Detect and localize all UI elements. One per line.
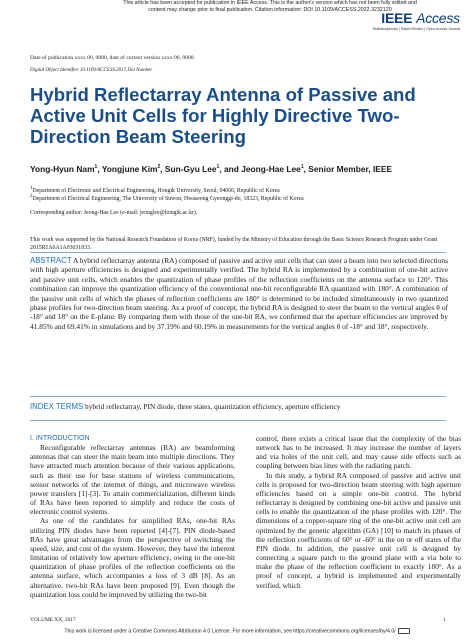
publication-dates: Date of publication xxxx 00, 0000, date of current version xxxx 00, 0000. (30, 55, 195, 61)
author-1-sup: 1 (94, 164, 98, 170)
logo-tagline: Multidisciplinary | Rapid Review | Open Access Journal (372, 27, 460, 31)
intro-paragraph-4: In this study, a hybrid RA composed of passive and active unit cells is proposed for two-direction beam steering with high aperture efficiencies based on a simple one-bit control. The hybrid reflectarray is designed by combining one-bit active and passive unit cells to enable the quantization of the phase profiles with 120°. The dimensions of a copper-square ring of the one-bit active unit cell are optimized by the genetic algorithm (GA) [10] to match its phases of the reflection coefficients of 60° or -60° in the on or off states of the PIN diode. In addition, the passive unit cell is designed by connecting a square patch to the ground plane with a via hole to make the phase of the reflection coefficient to exactly 180°. As a proof of concept, a hybrid is implemented and experimentally verified, which (256, 470, 461, 590)
author-3: , Sun-Gyu Lee (160, 163, 217, 174)
notice-line-2: content may change prior to final publication. Citation information: DOI 10.1109/ACCESS.2022.3232120 (148, 7, 392, 13)
author-2-sup: 2 (157, 164, 161, 170)
intro-paragraph-3: control, there exists a critical issue that the complexity of the bias network has to be increased. It may increase the number of layers and via holes of the unit cell, and may cause side effects such as coupling between bias lines with the radiating patch. (256, 434, 461, 471)
affiliation-2-text: Department of Electrical Engineering, The University of Suwon, Hwaseong Gyeonggi-do, 18323, Republic of Korea (32, 195, 304, 202)
affiliation-1-sup: 1 (30, 186, 33, 191)
affiliation-1-text: Department of Electronic and Electrical Engineering, Hongik University, Seoul, 04066, Republic of Korea (32, 187, 280, 194)
abstract-text: A hybrid reflectarray antenna (RA) composed of passive and active unit cells that can steer a beam into two selected directions with high aperture efficiencies is designed and experimentally verified. The hybrid RA is implemented by a combination of one-bit active and passive unit cells, which enables the quantization of phase profiles of the reflection coefficients on the antenna surface to 120°. This combination can improve the quantization efficiency of the conventional one-bit reconfigurable RA quantized with 180°. A combination of the passive unit cells of which the phases of reflection coefficients are 180° is determined to be included simultaneously in two quantized phase profiles for two-direction beam steering. As a proof of concept, the hybrid RA is designed to steer the beam to the vertical angles θ of -18° and 18° on the E-plane. By comparing them with those of the one-bit RA, we confirmed that the aperture efficiencies are improved by 41.85% and 69.41% in simulations and by 37.19% and 60.19% in measurements for the vertical angles θ of -18° and 18°, respectively. (30, 256, 448, 331)
author-3-sup: 1 (216, 164, 220, 170)
affiliation-2-sup: 2 (30, 194, 33, 199)
intro-paragraph-1: Reconfigurable reflectarray antennas (RA) are beamforming antennas that can steer the main beam into multiple directions. They have attracted much attention because of their various applications, such as their use for base stations of wireless communications, sensor networks of the internet of things, and microwave wireless power transfers [1]-[3]. To attain commercialization, different kinds of RAs have been reported to simplify and reduce the costs of electronic control systems. (30, 443, 235, 517)
divider-top (30, 252, 446, 253)
author-2: , Yongjune Kim (97, 163, 158, 174)
cc-license-icon (398, 628, 410, 634)
funding-statement: This work was supported by the National Research Foundation of Korea (NRF), funded by the Ministry of Education through the Basic Science Research Program under Grant 2015R1A6A1A03031833. (30, 237, 438, 251)
page-number: 1 (443, 617, 446, 623)
license-line (0, 628, 474, 634)
author-4-sup: 1 (300, 164, 304, 170)
body-column-left (30, 434, 235, 599)
author-4: , and Jeong-Hae Lee (219, 163, 301, 174)
paper-title: Hybrid Reflectarray Antenna of Passive and Active Unit Cells for Highly Directive Two-Direction Beam Steering (30, 84, 416, 147)
body-column-right (256, 434, 461, 590)
logo-text-italic: Access (416, 10, 460, 26)
doi-line: Digital Object Identifier 10.1109/ACCESS.2017.Doi Number (30, 68, 153, 73)
divider-bottom (30, 420, 446, 421)
author-1: Yong-Hyun Nam (30, 163, 95, 174)
volume-label: VOLUME XX, 2017 (30, 617, 76, 623)
affiliation-2 (30, 193, 450, 204)
abstract (30, 256, 448, 331)
logo-text: IEEE (381, 10, 413, 26)
author-list (30, 162, 430, 175)
abstract-label: ABSTRACT (30, 256, 72, 265)
journal-logo (373, 10, 460, 31)
intro-paragraph-2: As one of the candidates for simplified RAs, one-bit RAs utilizing PIN diodes have been reported [4]-[7]. PIN diode-based RAs have great advantages from the perspective of switching the speed, size, and cost of the system. However, they have the inherent limitation of relatively low aperture efficiency, owing to the one-bit quantization of phase profiles of the reflection coefficients on the antenna surface, which accompanies a loss of 3 dB [8]. As an alternative, two-bit RAs have been proposed [9]. Even though the quantization loss could be improved by utilizing the two-bit (30, 516, 235, 599)
index-terms (30, 402, 448, 411)
license-text: This work is licensed under a Creative Commons Attribution 4.0 License. For more information, see https://creativecommons.org/licenses/by/4.0/ (64, 628, 396, 635)
author-4-tail: , Senior Member, IEEE (303, 163, 393, 174)
divider-middle (30, 396, 446, 397)
index-terms-label: INDEX TERMS (30, 402, 84, 411)
corresponding-author: Corresponding author: Jeong-Hae Lee (e-mail: jeonglee@hongik.ac.kr). (30, 210, 198, 216)
section-heading: I. INTRODUCTION (30, 435, 90, 442)
index-terms-text: hybrid reflectarray, PIN diode, three states, quantization efficiency, aperture efficiency (85, 402, 341, 411)
notice-line-1: This article has been accepted for publication in IEEE Access. This is the author's version which has not been fully edited and (123, 0, 417, 6)
